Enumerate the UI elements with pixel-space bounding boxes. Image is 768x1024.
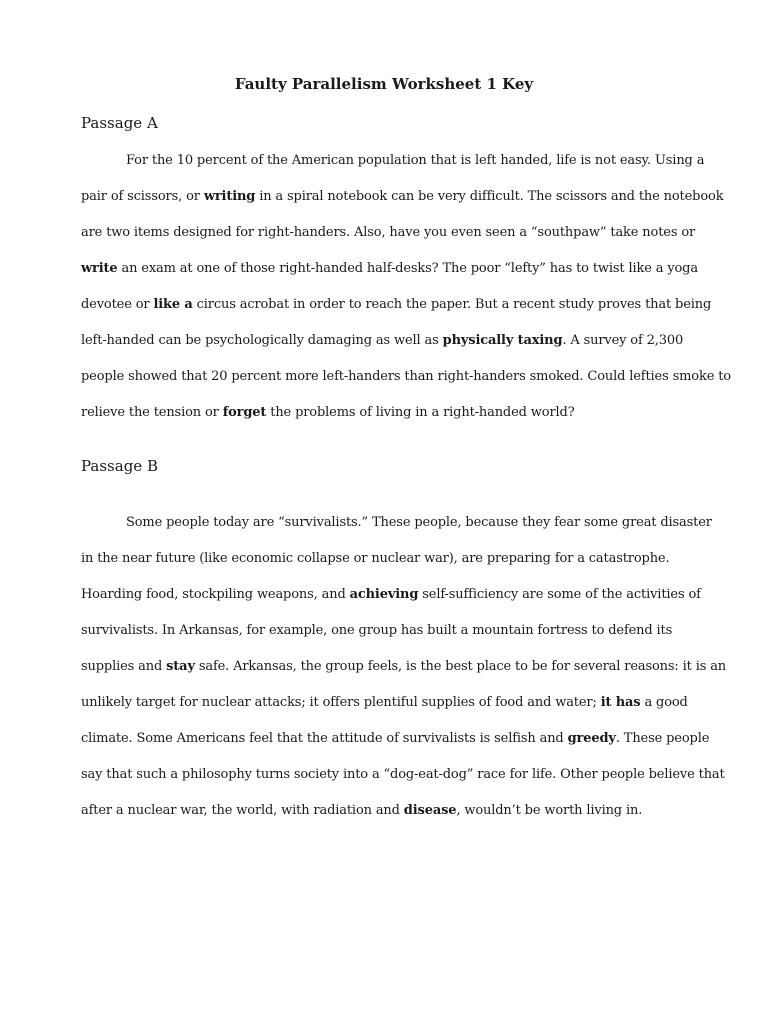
paragraph-line <box>81 729 710 765</box>
body-text: safe. Arkansas, the group feels, is the best place to be for several reasons: it is an <box>194 659 727 674</box>
body-text: in a spiral notebook can be very difficult. The scissors and the notebook <box>255 189 724 204</box>
paragraph-line <box>81 259 698 295</box>
body-text: after a nuclear war, the world, with radiation and <box>81 803 404 818</box>
body-text: For the 10 percent of the American population that is left handed, life is not easy. Using a <box>126 153 705 168</box>
body-text: Some people today are “survivalists.” These people, because they fear some great disaster <box>126 515 712 530</box>
paragraph-line <box>81 513 712 549</box>
paragraph-line <box>81 693 693 729</box>
document-title: Faulty Parallelism Worksheet 1 Key <box>234 75 534 93</box>
bold-answer-text: stay <box>166 659 195 674</box>
paragraph-line <box>81 187 724 223</box>
body-text: , wouldn’t be worth living in. <box>456 803 643 818</box>
bold-answer-text: disease <box>403 803 457 818</box>
paragraph-line <box>81 801 693 837</box>
paragraph-line <box>81 549 693 585</box>
body-text: an exam at one of those right-handed half-desks? The poor “lefty” has to twist like a yoga <box>117 261 698 276</box>
passage-b-paragraph <box>81 513 727 837</box>
body-text: left-handed can be psychologically damaging as well as <box>81 333 443 348</box>
paragraph-line <box>81 403 693 439</box>
body-text: circus acrobat in order to reach the paper. But a recent study proves that being <box>192 297 712 312</box>
paragraph-line <box>81 621 693 657</box>
paragraph-line <box>81 765 725 801</box>
body-text: self-sufficiency are some of the activities of <box>418 587 701 602</box>
body-text: . A survey of 2,300 <box>562 333 684 348</box>
body-text: unlikely target for nuclear attacks; it offers plentiful supplies of food and water; <box>81 695 601 710</box>
passage-a-paragraph <box>81 151 731 439</box>
bold-answer-text: achieving <box>349 587 419 602</box>
bold-answer-text: it has <box>600 695 641 710</box>
body-text: . These people <box>615 731 710 746</box>
body-text: climate. Some Americans feel that the attitude of survivalists is selfish and <box>81 731 568 746</box>
body-text: people showed that 20 percent more left-handers than right-handers smoked. Could lefties smoke to <box>81 369 731 384</box>
body-text: survivalists. In Arkansas, for example, one group has built a mountain fortress to defend its <box>81 623 673 638</box>
paragraph-line <box>81 223 696 259</box>
bold-answer-text: writing <box>203 189 256 204</box>
paragraph-line <box>81 331 693 367</box>
paragraph-line <box>81 151 705 187</box>
bold-answer-text: like a <box>153 297 193 312</box>
bold-answer-text: forget <box>222 405 267 420</box>
paragraph-line <box>81 657 727 693</box>
bold-answer-text: physically taxing <box>442 333 563 348</box>
body-text: relieve the tension or <box>81 405 223 420</box>
body-text: pair of scissors, or <box>81 189 204 204</box>
paragraph-line <box>81 367 731 403</box>
body-text: a good <box>640 695 688 710</box>
passage-b-heading: Passage B <box>81 457 158 475</box>
body-text: are two items designed for right-handers. Also, have you even seen a “southpaw” take notes or <box>81 225 696 240</box>
bold-answer-text: greedy <box>567 731 616 746</box>
bold-answer-text: write <box>81 261 118 276</box>
paragraph-line <box>81 295 712 331</box>
body-text: Hoarding food, stockpiling weapons, and <box>81 587 350 602</box>
passage-a-heading: Passage A <box>81 114 158 132</box>
paragraph-line <box>81 585 701 621</box>
body-text: supplies and <box>81 659 167 674</box>
body-text: the problems of living in a right-handed world? <box>266 405 575 420</box>
body-text: in the near future (like economic collapse or nuclear war), are preparing for a catastrophe. <box>81 551 670 566</box>
body-text: say that such a philosophy turns society into a “dog-eat-dog” race for life. Other people believe that <box>81 767 725 782</box>
body-text: devotee or <box>81 297 154 312</box>
